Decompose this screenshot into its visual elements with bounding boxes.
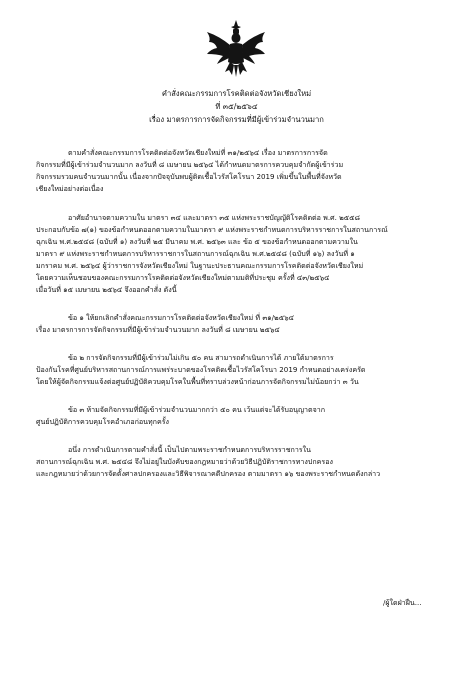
garuda-emblem-icon xyxy=(201,18,271,78)
clause-3-line: ศูนย์ปฏิบัติการควบคุมโรคอำเภอก่อนทุกครั้ง xyxy=(36,417,169,426)
paragraph-line: อาศัยอำนาจตามความใน มาตรา ๓๔ และมาตรา ๓๕ แห่งพระราชบัญญัติโรคติดต่อ พ.ศ. ๒๕๕๘ xyxy=(68,213,361,222)
paragraph-line: อนึ่ง การดำเนินการตามคำสั่งนี้ เป็นไปตามพระราชกำหนดการบริหารราชการใน xyxy=(68,445,311,454)
order-number: ที่ ๓๕/๒๕๖๔ xyxy=(215,102,258,111)
paragraph-line: ฉุกเฉิน พ.ศ.๒๕๔๘ (ฉบับที่ ๑) ลงวันที่ ๒๕ มีนาคม พ.ศ. ๒๕๖๓ และ ข้อ ๕ ของข้อกำหนดออกตามความใน xyxy=(36,237,358,246)
paragraph-line: และกฎหมายว่าด้วยการจัดตั้งศาลปกครองและวิธีพิจารณาคดีปกครอง ตามมาตรา ๑๖ ของพระราชกำหนดดังกล่าว xyxy=(36,469,381,478)
clause-2-line: ป้องกันโรคที่ศูนย์บริหารสถานการณ์การแพร่ระบาดของโรคติดเชื้อไวรัสโคโรนา 2019 กำหนดอย่างเคร่งครัด xyxy=(36,365,366,374)
clause-3-line: ข้อ ๓ ห้ามจัดกิจกรรมที่มีผู้เข้าร่วมจำนวนมากกว่า ๕๐ คน เว้นแต่จะได้รับอนุญาตจาก xyxy=(68,405,326,414)
continued-marker: /ผู้ใดฝ่าฝืน... xyxy=(383,598,422,607)
paragraph-line: มกราคม พ.ศ. ๒๕๖๔ ผู้ว่าราชการจังหวัดเชียงใหม่ ในฐานะประธานคณะกรรมการโรคติดต่อจังหวัดเชียงใหม่ xyxy=(36,261,364,270)
paragraph-line: โดยความเห็นชอบของคณะกรรมการโรคติดต่อจังหวัดเชียงใหม่ตามมติที่ประชุม ครั้งที่ ๔๓/๒๕๖๔ xyxy=(36,273,330,282)
paragraph-line: ตามคำสั่งคณะกรรมการโรคติดต่อจังหวัดเชียงใหม่ที่ ๓๑/๒๕๖๔ เรื่อง มาตรการการจัด xyxy=(68,148,328,157)
paragraph-line: มาตรา ๙ แห่งพระราชกำหนดการบริหารราชการในสถานการณ์ฉุกเฉิน พ.ศ.๒๕๔๘ (ฉบับที่ ๑๖) ลงวันที่ ๑ xyxy=(36,249,355,258)
clause-2-line: ข้อ ๒ การจัดกิจกรรมที่มีผู้เข้าร่วมไม่เกิน ๕๐ คน สามารถดำเนินการได้ ภายใต้มาตรการ xyxy=(68,353,334,362)
paragraph-line: กิจกรรมที่มีผู้เข้าร่วมจำนวนมาก ลงวันที่ ๘ เมษายน ๒๕๖๔ ได้กำหนดมาตรการควบคุมจำกัดผู้เข้าร่วม xyxy=(36,160,344,169)
paragraph-line: เชียงใหม่อย่างต่อเนื่อง xyxy=(36,184,104,193)
paragraph-line: เมื่อวันที่ ๑๕ เมษายน ๒๕๖๔ จึงออกคำสั่ง ดังนี้ xyxy=(36,285,177,294)
clause-1-line: ข้อ ๑ ให้ยกเลิกคำสั่งคณะกรรมการโรคติดต่อจังหวัดเชียงใหม่ ที่ ๓๑/๒๕๖๔ xyxy=(68,313,294,322)
paragraph-line: กิจกรรมรวมคนจำนวนมากนั้น เนื่องจากปัจจุบันพบผู้ติดเชื้อไวรัสโคโรนา 2019 เพิ่มขึ้นในพื้นที่จังหวัด xyxy=(36,172,342,181)
order-title: คำสั่งคณะกรรมการโรคติดต่อจังหวัดเชียงใหม่ xyxy=(161,89,312,98)
paragraph-line: สถานการณ์ฉุกเฉิน พ.ศ. ๒๕๔๘ จึงไม่อยู่ในบังคับของกฎหมายว่าด้วยวิธีปฏิบัติราชการทางปกครอง xyxy=(36,457,333,466)
clause-1-line: เรื่อง มาตรการการจัดกิจกรรมที่มีผู้เข้าร่วมจำนวนมาก ลงวันที่ ๘ เมษายน ๒๕๖๔ xyxy=(36,325,280,334)
paragraph-line: ประกอบกับข้อ ๗(๑) ของข้อกำหนดออกตามความในมาตรา ๙ แห่งพระราชกำหนดการบริหารราชการในสถานการณ์ xyxy=(36,225,388,234)
clause-2-line: โดยให้ผู้จัดกิจกรรมแจ้งต่อศูนย์ปฏิบัติควบคุมโรคในพื้นที่ทราบล่วงหน้าก่อนการจัดกิจกรรมไม่น้อยกว่า ๓ วัน xyxy=(36,377,359,386)
order-subject: เรื่อง มาตรการการจัดกิจกรรมที่มีผู้เข้าร่วมจำนวนมาก xyxy=(149,115,324,124)
